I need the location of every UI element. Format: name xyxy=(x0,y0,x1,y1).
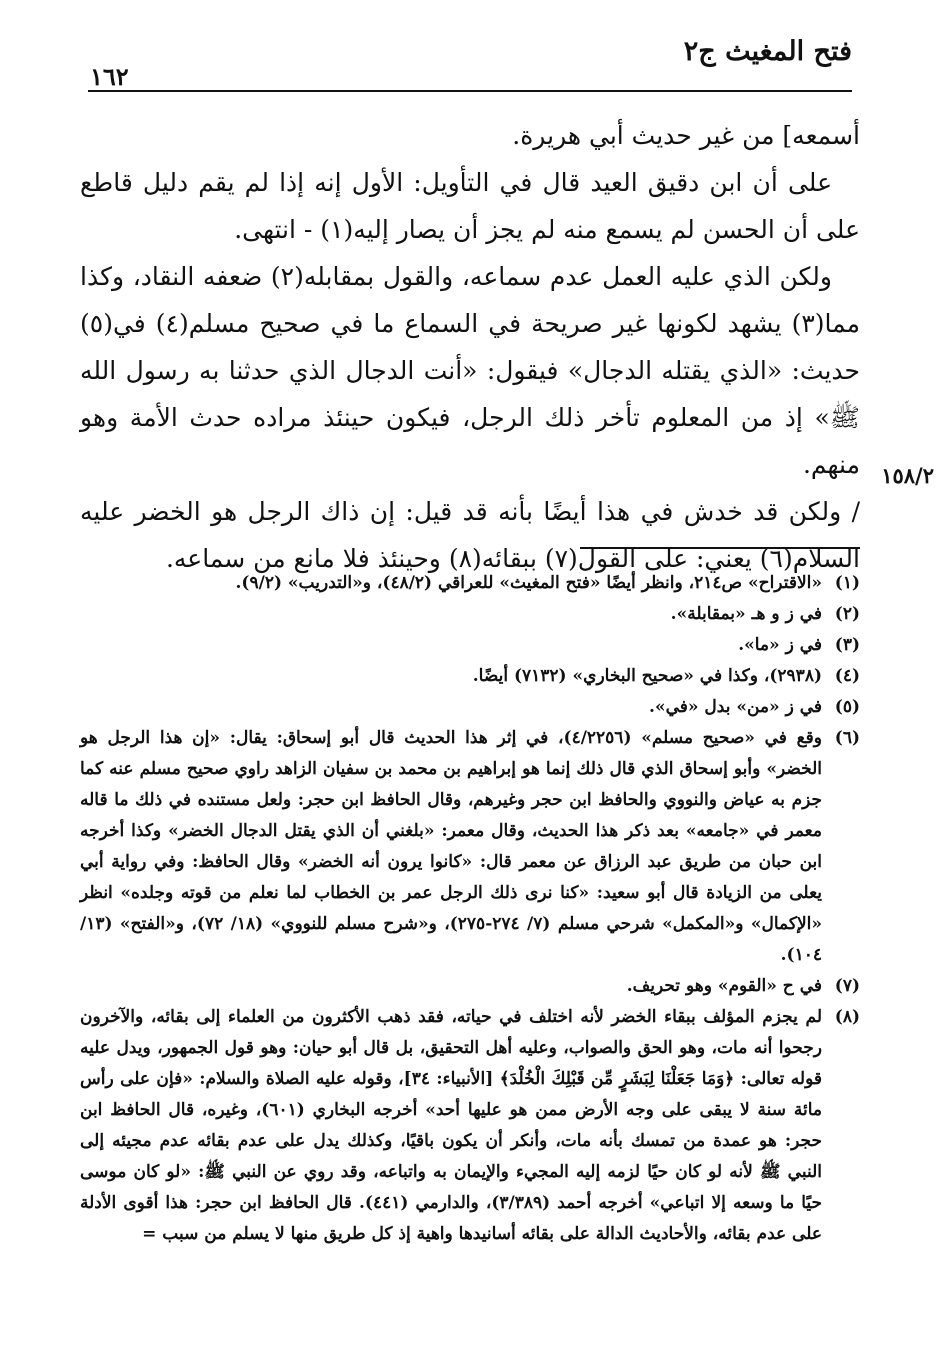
margin-reference: ١٥٨/٢ xyxy=(881,463,934,488)
header-rule xyxy=(88,90,852,92)
footnote xyxy=(80,971,860,1002)
footnote-number: (٥) xyxy=(834,697,860,717)
footnote xyxy=(80,568,860,599)
footnote-text: لم يجزم المؤلف ببقاء الخضر لأنه اختلف في حياته، فقد ذهب الأكثرون من العلماء إلى بقائه، والآخرون رجحوا أنه مات، وهو الحق والصواب، وعليه أهل التحقيق، بل قال أبو حيان: وهو قول الجمهور، ويدل عليه قوله تعالى: ﴿وَمَا جَعَلْنَا لِبَشَرٍ مِّن قَبْلِكَ الْخُلْدَ﴾ [الأنبياء: ٣٤]، وقوله عليه الصلاة والسلام: «فإن على رأس مائة سنة لا يبقى على وجه الأرض ممن هو عليها أحد» أخرجه البخاري (٦٠١)، وغيره، قال الحافظ ابن حجر: هو عمدة من تمسك بأنه مات، وأنكر أن يكون باقيًا، وكذلك يدل على عدم بقائه عدم مجيئه إلى النبي ﷺ لأنه لو كان حيًا لزمه إليه المجيء والإيمان به واتباعه، وقد روي عن النبي ﷺ: «لو كان موسى حيًا ما وسعه إلا اتباعي» أخرجه أحمد (٣/٣٨٩)، والدارمي (٤٤١). قال الحافظ ابن حجر: هذا أقوى الأدلة على عدم بقائه، والأحاديث الدالة على بقائه أسانيدها واهية إذ كل طريق منها لا يسلم من سبب = xyxy=(80,1007,823,1244)
footnote-number: (٧) xyxy=(834,976,860,996)
footnote-text: في ز «من» بدل «في». xyxy=(649,697,822,717)
footnote xyxy=(80,661,860,692)
running-title: فتح المغيث ج٢ xyxy=(683,36,852,67)
page-number: ١٦٢ xyxy=(90,62,129,91)
footnote-text: (٢٩٣٨)، وكذا في «صحيح البخاري» (٧١٣٢) أيضًا. xyxy=(472,666,822,686)
footnote xyxy=(80,723,860,971)
footnote-separator xyxy=(580,547,860,549)
footnote-number: (٦) xyxy=(834,728,860,748)
paragraph: على أن ابن دقيق العيد قال في التأويل: الأول إنه إذا لم يقم دليل قاطع على أن الحسن لم يسمع منه لم يجز أن يصار إليه(١) - انتهى. xyxy=(80,168,860,244)
paragraph: أسمعه] من غير حديث أبي هريرة. xyxy=(512,121,860,150)
footnote-number: (٨) xyxy=(834,1007,860,1027)
footnote-text: في ح «القوم» وهو تحريف. xyxy=(626,976,822,996)
paragraph: / ولكن قد خدش في هذا أيضًا بأنه قد قيل: إن ذاك الرجل هو الخضر عليه السلام(٦) يعني: على القول(٧) ببقائه(٨) وحينئذ فلا مانع من سماعه. xyxy=(80,497,860,573)
footnote-text: وقع في «صحيح مسلم» (٤/٢٢٥٦)، في إثر هذا الحديث قال أبو إسحاق: يقال: «إن هذا الرجل هو الخضر» وأبو إسحاق الذي قال ذلك إنما هو إبراهيم بن محمد بن سفيان الزاهد راوي صحيح مسلم عنه كما جزم به عياض والنووي والحافظ ابن حجر وغيرهم، وقال الحافظ ابن حجر: ولعل مستنده في ذلك ما قاله معمر في «جامعه» بعد ذكر هذا الحديث، وقال معمر: «بلغني أن الذي يقتل الدجال الخضر» وكذا أخرجه ابن حبان من طريق عبد الرزاق عن معمر قال: «كانوا يرون أنه الخضر» وقال الحافظ: وفي رواية أبي يعلى من الزيادة قال أبو سعيد: «كنا نرى ذلك الرجل عمر بن الخطاب لما نعلم من قوته وجلده» انظر «الإكمال» و«المكمل» شرحي مسلم (٧/ ٢٧٤-٢٧٥)، و«شرح مسلم للنووي» (١٨/ ٧٢)، و«الفتح» (١٣/ ١٠٤). xyxy=(80,728,822,965)
footnote-text: في ز و هـ «بمقابلة». xyxy=(670,604,822,624)
footnote-number: (٢) xyxy=(834,604,860,624)
footnote xyxy=(80,692,860,723)
footnote-number: (٤) xyxy=(834,666,860,686)
footnote xyxy=(80,599,860,630)
footnotes xyxy=(80,568,860,1250)
footnote xyxy=(80,1002,860,1250)
main-text xyxy=(80,112,860,582)
footnote-number: (١) xyxy=(834,573,860,593)
footnote-number: (٣) xyxy=(834,635,860,655)
footnote-text: في ز «ما». xyxy=(738,635,822,655)
footnote-text: «الاقتراح» ص٢١٤، وانظر أيضًا «فتح المغيث» للعراقي (٤٨/٢)، و«التدريب» (٩/٢). xyxy=(235,573,822,593)
footnote xyxy=(80,630,860,661)
paragraph: ولكن الذي عليه العمل عدم سماعه، والقول بمقابله(٢) ضعفه النقاد، وكذا مما(٣) يشهد لكونها غير صريحة في السماع ما في صحيح مسلم(٤) في(٥) حديث: «الذي يقتله الدجال» فيقول: «أنت الدجال الذي حدثنا به رسول الله ﷺ» إذ من المعلوم تأخر ذلك الرجل، فيكون حينئذ مراده حدث الأمة وهو منهم. xyxy=(80,262,860,479)
